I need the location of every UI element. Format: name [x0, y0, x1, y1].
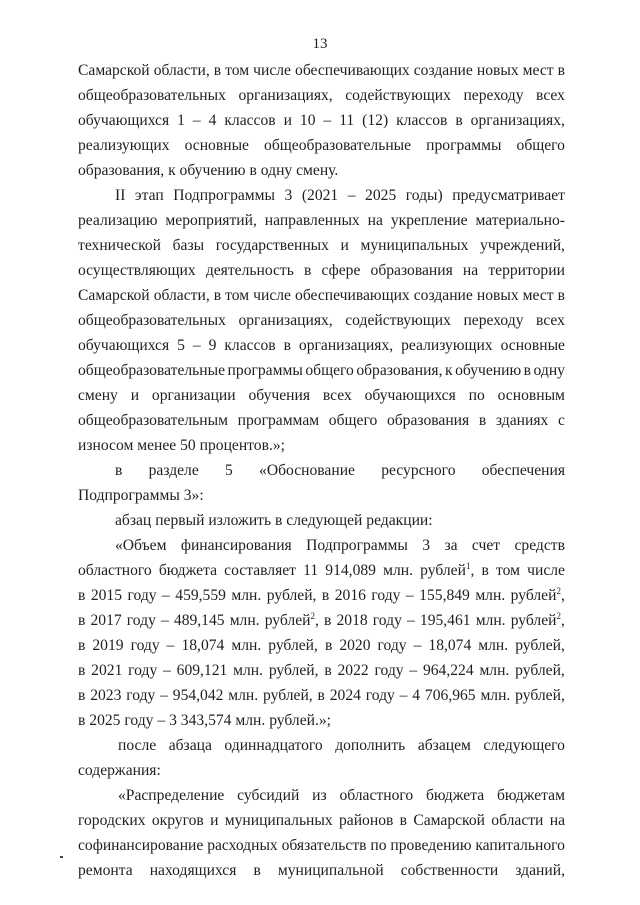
text-line: софинансирование расходных обязательств по проведению капитального	[78, 837, 565, 854]
text-line: городских округов и муниципальных районов в Самарской области на	[78, 812, 565, 829]
text-line: областного бюджета составляет 11 914,089 млн. рублей$^1$, в том числе	[78, 560, 565, 579]
text-line: в 2021 году – 609,121 млн. рублей, в 2022 году – 964,224 млн. рублей,	[78, 662, 565, 679]
text-line: Самарской области, в том числе обеспечивающих создание новых мест в	[78, 287, 565, 304]
text-line: в 2023 году – 954,042 млн. рублей, в 2024 году – 4 706,965 млн. рублей,	[78, 687, 565, 704]
text-line: в 2019 году – 18,074 млн. рублей, в 2020 году – 18,074 млн. рублей,	[78, 637, 565, 654]
text-line: смену и организации обучения всех обучающихся по основным	[78, 387, 565, 404]
text-line: Самарской области, в том числе обеспечивающих создание новых мест в	[78, 62, 565, 79]
text-line: реализацию мероприятий, направленных на укрепление материально-	[78, 212, 565, 229]
text-line: общеобразовательным программам общего образования в зданиях с	[78, 412, 565, 429]
text-line: образования, к обучению в одну смену.	[78, 162, 339, 179]
text-line: в 2017 году – 489,145 млн. рублей$^2$, в 2018 году – 195,461 млн. рублей$^2$,	[78, 610, 565, 629]
text-line: после абзаца одиннадцатого дополнить абзацем следующего	[118, 737, 565, 754]
text-line: «Объем финансирования Подпрограммы 3 за счет средств	[115, 537, 565, 554]
text-line: содержания:	[78, 762, 161, 779]
text-line: абзац первый изложить в следующей редакции:	[115, 512, 433, 529]
text-line: в разделе 5 «Обоснование ресурсного обеспечения	[115, 462, 565, 479]
text-line: общеобразовательных организациях, содействующих переходу всех	[78, 87, 565, 104]
text-line: Подпрограммы 3»:	[78, 487, 204, 504]
text-line: осуществляющих деятельность в сфере образования на территории	[78, 262, 565, 279]
text-line: износом менее 50 процентов.»;	[78, 437, 285, 454]
scan-mark	[60, 856, 63, 858]
text-line: обучающихся 5 – 9 классов в организациях, реализующих основные	[78, 337, 565, 354]
text-line: общеобразовательные программы общего образования, к обучению в одну	[78, 362, 565, 379]
text-line: II этап Подпрограммы 3 (2021 – 2025 годы) предусматривает	[115, 187, 565, 204]
text-line: технической базы государственных и муниципальных учреждений,	[78, 237, 565, 254]
text-line: ремонта находящихся в муниципальной собственности зданий,	[78, 862, 565, 879]
text-line: общеобразовательных организациях, содействующих переходу всех	[78, 312, 565, 329]
text-line: «Распределение субсидий из областного бюджета бюджетам	[118, 787, 565, 804]
text-line: в 2015 году – 459,559 млн. рублей, в 2016 году – 155,849 млн. рублей$^2$,	[78, 585, 565, 604]
text-line: реализующих основные общеобразовательные программы общего	[78, 137, 565, 154]
text-line: в 2025 году – 3 343,574 млн. рублей.»;	[78, 712, 331, 729]
page-number: 13	[312, 36, 328, 52]
text-line: обучающихся 1 – 4 классов и 10 – 11 (12) классов в организациях,	[78, 112, 565, 129]
